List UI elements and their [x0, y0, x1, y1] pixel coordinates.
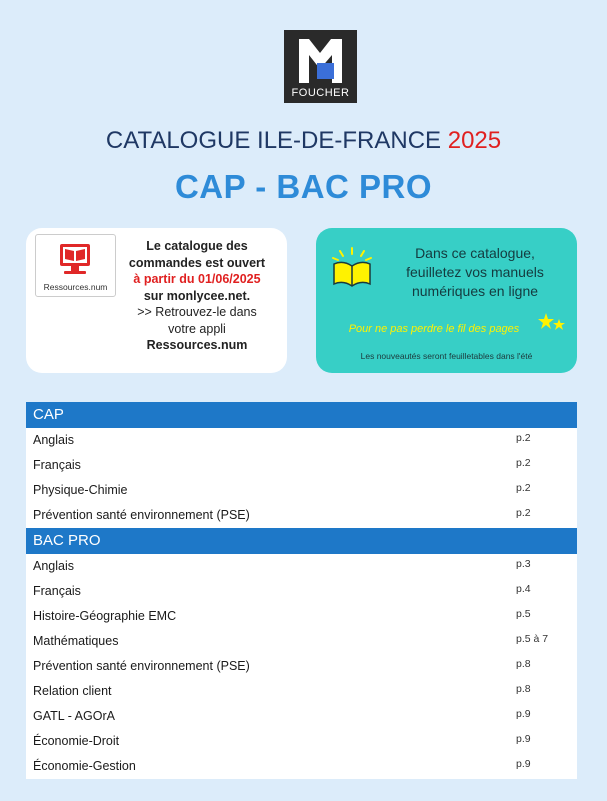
ordering-line-6: votre appli: [168, 321, 226, 336]
ordering-line-5: >> Retrouvez-le dans: [137, 305, 257, 319]
ordering-text: [120, 238, 274, 354]
subject-label: Physique-Chimie: [33, 483, 128, 497]
page-ref: p.5: [516, 608, 531, 620]
subject-label: Français: [33, 584, 81, 598]
list-item[interactable]: [26, 629, 577, 654]
laptop-book-icon: [56, 242, 94, 278]
subject-label: Économie-Droit: [33, 734, 120, 748]
flipbook-line-2: feuilletez vos manuels: [406, 264, 544, 280]
page-ref: p.3: [516, 558, 531, 570]
list-item[interactable]: [26, 478, 577, 503]
logo-text: FOUCHER: [291, 87, 350, 99]
subject-label: Français: [33, 458, 81, 472]
page-ref: p.5 à 7: [516, 633, 549, 645]
list-item[interactable]: [26, 503, 577, 528]
page-subtitle: CAP - BAC PRO: [174, 168, 433, 205]
page-title: [0, 127, 607, 155]
flipbook-line-3: numériques en ligne: [411, 283, 539, 299]
list-item[interactable]: [26, 654, 577, 679]
subject-label: Mathématiques: [33, 634, 119, 648]
subject-label: Histoire-Géographie EMC: [33, 609, 177, 623]
list-item[interactable]: [26, 729, 577, 754]
subject-label: Économie-Gestion: [33, 759, 136, 773]
flipbook-line-1: Dans ce catalogue,: [415, 245, 535, 261]
subject-label: Prévention santé environnement (PSE): [33, 508, 250, 522]
title-year: 2025: [447, 127, 502, 154]
ordering-site[interactable]: sur monlycee.net.: [143, 288, 251, 303]
page-ref: p.9: [516, 733, 531, 745]
flipbook-text: [386, 244, 564, 301]
ordering-line-1: Le catalogue des: [146, 239, 248, 253]
ordering-app-name: Ressources.num: [146, 338, 248, 352]
flipbook-note: Les nouveautés seront feuilletables dans l'été: [360, 351, 533, 361]
page-ref: p.2: [516, 432, 531, 444]
subject-label: GATL - AGOrA: [33, 709, 115, 723]
page-ref: p.2: [516, 457, 531, 469]
info-card-ordering: [26, 228, 287, 373]
list-item[interactable]: [26, 579, 577, 604]
page-ref: p.8: [516, 683, 531, 695]
list-item[interactable]: [26, 754, 577, 779]
ordering-date: à partir du 01/06/2025: [133, 272, 261, 286]
stars-icon: [538, 313, 566, 333]
page-ref: p.2: [516, 482, 531, 494]
title-text: CATALOGUE ILE-DE-FRANCE: [105, 127, 442, 154]
list-item[interactable]: [26, 428, 577, 453]
section-heading-bac-pro: BAC PRO: [26, 528, 577, 554]
app-icon-label: Ressources.num: [43, 282, 108, 292]
page-ref: p.8: [516, 658, 531, 670]
open-book-icon: [330, 246, 374, 290]
subject-label: Prévention santé environnement (PSE): [33, 659, 250, 673]
flipbook-tagline: Pour ne pas perdre le fil des pages: [348, 323, 520, 335]
section-heading-cap: CAP: [26, 402, 577, 428]
subject-label: Anglais: [33, 559, 74, 573]
subject-label: Anglais: [33, 433, 74, 447]
page-ref: p.2: [516, 507, 531, 519]
catalogue-index: [26, 402, 577, 779]
list-item[interactable]: [26, 604, 577, 629]
ressources-num-app-icon[interactable]: [35, 234, 116, 297]
list-item[interactable]: [26, 453, 577, 478]
ordering-line-2: commandes est ouvert: [128, 255, 266, 270]
list-item[interactable]: [26, 704, 577, 729]
page-ref: p.4: [516, 583, 531, 595]
info-card-flipbook: [316, 228, 577, 373]
foucher-logo-icon: [299, 39, 342, 83]
page-ref: p.9: [516, 758, 531, 770]
list-item[interactable]: [26, 554, 577, 579]
subject-label: Relation client: [33, 684, 112, 698]
list-item[interactable]: [26, 679, 577, 704]
foucher-logo: [284, 30, 357, 103]
page-ref: p.9: [516, 708, 531, 720]
